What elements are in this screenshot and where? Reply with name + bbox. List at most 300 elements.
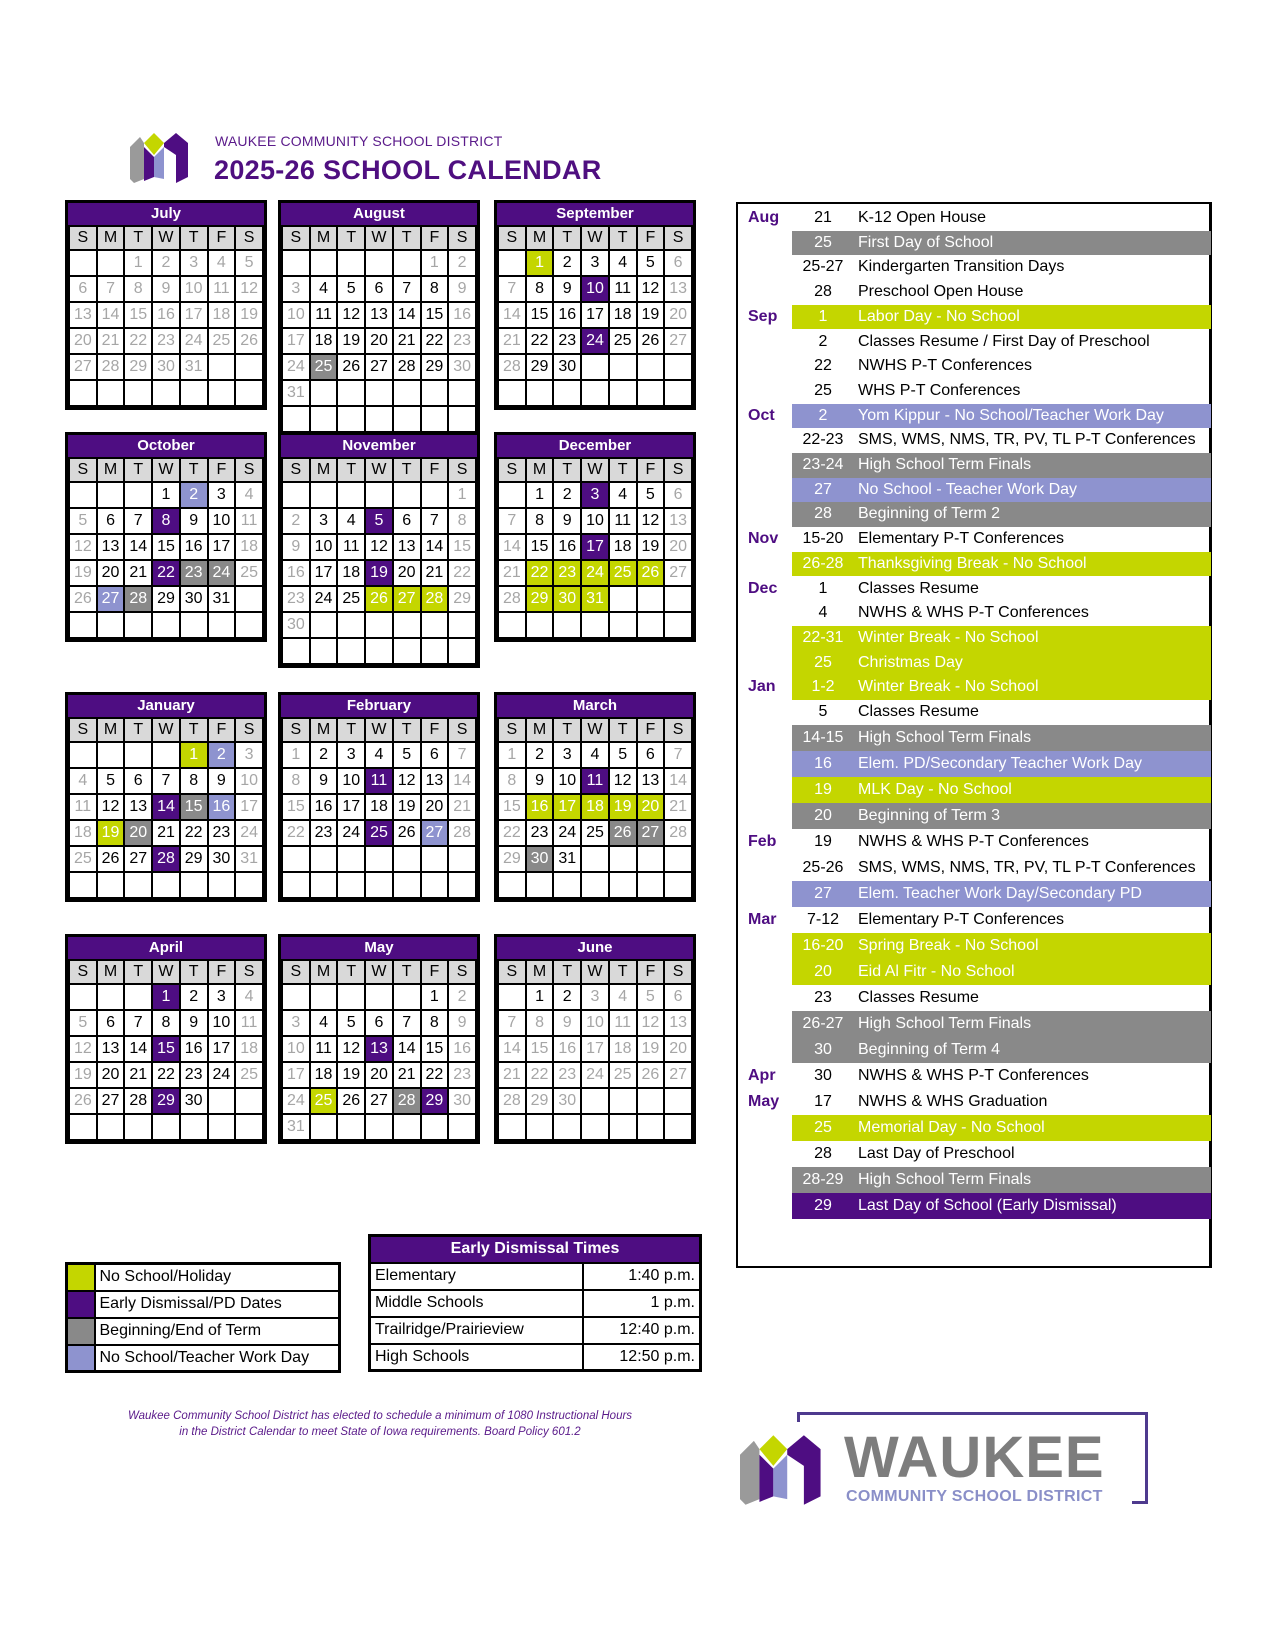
day-cell: 18 — [310, 328, 338, 354]
day-cell: 23 — [282, 586, 310, 612]
day-cell: 2 — [208, 742, 236, 768]
empty-cell — [365, 406, 393, 432]
event-date: 2 — [818, 332, 828, 350]
day-cell: 20 — [97, 560, 125, 586]
event-date: 27 — [814, 480, 832, 498]
event-description: NWHS & WHS P-T Conferences — [858, 1066, 1089, 1084]
event-date: 25 — [814, 1118, 832, 1136]
empty-cell — [310, 846, 338, 872]
day-cell: 19 — [97, 820, 125, 846]
legend-item — [67, 1345, 340, 1372]
day-cell: 7 — [124, 1010, 152, 1036]
weekday-header: W — [365, 718, 393, 742]
day-cell: 6 — [365, 276, 393, 302]
empty-cell — [208, 1088, 236, 1114]
day-cell: 8 — [448, 508, 476, 534]
event-description: High School Term Finals — [858, 456, 1032, 473]
day-cell: 10 — [581, 276, 609, 302]
day-cell: 24 — [282, 1088, 310, 1114]
day-cell: 1 — [448, 482, 476, 508]
school-name: High Schools — [370, 1344, 583, 1371]
day-cell: 13 — [97, 1036, 125, 1062]
empty-cell — [526, 872, 554, 898]
empty-cell — [208, 380, 236, 406]
event-description: NWHS & WHS P-T Conferences — [858, 604, 1089, 622]
day-cell: 24 — [310, 586, 338, 612]
empty-cell — [498, 250, 526, 276]
day-cell: 12 — [235, 276, 263, 302]
event-row — [738, 751, 1210, 777]
empty-cell — [97, 380, 125, 406]
day-cell: 20 — [664, 1036, 692, 1062]
event-description: Elem. Teacher Work Day/Secondary PD — [858, 884, 1142, 902]
day-cell: 1 — [526, 984, 554, 1010]
day-cell: 11 — [609, 1010, 637, 1036]
day-cell: 1 — [180, 742, 208, 768]
day-cell: 8 — [526, 508, 554, 534]
day-cell: 21 — [498, 1062, 526, 1088]
event-description: Classes Resume — [858, 703, 979, 720]
day-cell: 6 — [421, 742, 449, 768]
weekday-header: T — [609, 718, 637, 742]
weekday-header: T — [609, 458, 637, 482]
weekday-header: M — [310, 718, 338, 742]
empty-cell — [498, 984, 526, 1010]
day-cell: 21 — [498, 328, 526, 354]
day-cell: 16 — [553, 302, 581, 328]
empty-cell — [310, 612, 338, 638]
dismissal-time: 12:50 p.m. — [583, 1344, 701, 1371]
empty-cell — [448, 872, 476, 898]
event-date: 22 — [814, 357, 832, 375]
day-cell: 4 — [365, 742, 393, 768]
school-name: Middle Schools — [370, 1290, 583, 1317]
day-cell: 5 — [365, 508, 393, 534]
empty-cell — [310, 638, 338, 664]
day-cell: 4 — [235, 984, 263, 1010]
day-cell: 6 — [124, 768, 152, 794]
dismissal-time: 12:40 p.m. — [583, 1317, 701, 1344]
event-description: Memorial Day - No School — [858, 1118, 1045, 1136]
empty-cell — [337, 612, 365, 638]
day-cell: 4 — [609, 482, 637, 508]
day-cell: 11 — [581, 768, 609, 794]
logo-wordmark: WAUKEE — [844, 1425, 1105, 1490]
day-cell: 19 — [637, 1036, 665, 1062]
weekday-header: T — [609, 226, 637, 250]
day-cell: 16 — [208, 794, 236, 820]
empty-cell — [393, 846, 421, 872]
empty-cell — [498, 1114, 526, 1140]
day-cell: 25 — [609, 328, 637, 354]
event-date: 21 — [814, 209, 832, 226]
empty-cell — [553, 1114, 581, 1140]
empty-cell — [365, 250, 393, 276]
footnote-line-2: in the District Calendar to meet State of Iowa requirements. Board Policy 601.2 — [179, 1426, 581, 1438]
month-march — [494, 692, 696, 902]
empty-cell — [609, 586, 637, 612]
day-cell: 1 — [282, 742, 310, 768]
day-cell: 25 — [337, 586, 365, 612]
empty-cell — [609, 354, 637, 380]
event-date: 28 — [814, 283, 832, 301]
day-cell: 2 — [553, 984, 581, 1010]
empty-cell — [180, 1114, 208, 1140]
day-cell: 13 — [124, 794, 152, 820]
day-cell: 15 — [282, 794, 310, 820]
weekday-header: S — [282, 718, 310, 742]
weekday-header: S — [664, 960, 692, 984]
empty-cell — [208, 1114, 236, 1140]
day-cell: 1 — [421, 984, 449, 1010]
weekday-header: F — [208, 226, 236, 250]
weekday-header: W — [152, 718, 180, 742]
day-cell: 20 — [124, 820, 152, 846]
day-cell: 5 — [69, 508, 97, 534]
day-cell: 14 — [448, 768, 476, 794]
day-cell: 18 — [235, 1036, 263, 1062]
day-cell: 25 — [208, 328, 236, 354]
empty-cell — [310, 250, 338, 276]
day-cell: 23 — [208, 820, 236, 846]
day-cell: 14 — [152, 794, 180, 820]
empty-cell — [581, 380, 609, 406]
weekday-header: S — [498, 458, 526, 482]
weekday-header: T — [609, 960, 637, 984]
empty-cell — [337, 984, 365, 1010]
day-cell: 7 — [152, 768, 180, 794]
day-cell: 16 — [448, 1036, 476, 1062]
event-row — [738, 959, 1210, 985]
day-cell: 23 — [553, 560, 581, 586]
weekday-header: M — [97, 458, 125, 482]
weekday-header: F — [637, 718, 665, 742]
event-date: 19 — [814, 832, 832, 850]
day-cell: 22 — [526, 560, 554, 586]
day-cell: 19 — [337, 1062, 365, 1088]
empty-cell — [69, 250, 97, 276]
day-cell: 8 — [498, 768, 526, 794]
event-description: SMS, WMS, NMS, TR, PV, TL P-T Conferences — [858, 431, 1196, 449]
legend-item — [67, 1318, 340, 1345]
empty-cell — [180, 872, 208, 898]
empty-cell — [337, 250, 365, 276]
event-date: 20 — [814, 962, 832, 980]
month-title: April — [68, 937, 264, 959]
day-cell: 7 — [664, 742, 692, 768]
empty-cell — [337, 872, 365, 898]
weekday-header: S — [448, 226, 476, 250]
day-cell: 16 — [152, 302, 180, 328]
empty-cell — [97, 984, 125, 1010]
month-title: January — [68, 695, 264, 717]
day-cell: 12 — [337, 1036, 365, 1062]
day-cell: 1 — [152, 482, 180, 508]
weekday-header: S — [69, 960, 97, 984]
day-cell: 6 — [393, 508, 421, 534]
empty-cell — [152, 872, 180, 898]
empty-cell — [393, 482, 421, 508]
day-cell: 11 — [310, 1036, 338, 1062]
day-cell: 10 — [282, 1036, 310, 1062]
empty-cell — [180, 612, 208, 638]
day-cell: 29 — [448, 586, 476, 612]
day-cell: 20 — [393, 560, 421, 586]
day-cell: 5 — [235, 250, 263, 276]
day-cell: 25 — [310, 1088, 338, 1114]
event-row — [738, 404, 1210, 429]
empty-cell — [581, 1088, 609, 1114]
day-cell: 16 — [310, 794, 338, 820]
day-cell: 6 — [97, 1010, 125, 1036]
day-cell: 16 — [180, 1036, 208, 1062]
empty-cell — [637, 586, 665, 612]
day-cell: 10 — [337, 768, 365, 794]
day-cell: 2 — [180, 482, 208, 508]
day-cell: 29 — [526, 1088, 554, 1114]
day-cell: 25 — [609, 1062, 637, 1088]
event-description: NWHS & WHS Graduation — [858, 1092, 1048, 1110]
day-cell: 12 — [69, 534, 97, 560]
day-cell: 7 — [421, 508, 449, 534]
event-description: First Day of School — [858, 233, 994, 251]
empty-cell — [69, 380, 97, 406]
event-description: Yom Kippur - No School/Teacher Work Day — [858, 406, 1164, 424]
month-january — [65, 692, 267, 902]
empty-cell — [69, 984, 97, 1010]
empty-cell — [498, 380, 526, 406]
day-cell: 28 — [498, 586, 526, 612]
day-cell: 4 — [337, 508, 365, 534]
events-list — [736, 202, 1212, 1268]
event-description: Beginning of Term 2 — [858, 505, 1001, 523]
empty-cell — [310, 406, 338, 432]
weekday-header: W — [152, 226, 180, 250]
event-description: No School - Teacher Work Day — [858, 480, 1078, 498]
day-cell: 12 — [609, 768, 637, 794]
day-cell: 18 — [337, 560, 365, 586]
empty-cell — [208, 612, 236, 638]
day-cell: 24 — [208, 560, 236, 586]
dismissal-row — [370, 1263, 701, 1290]
empty-cell — [664, 354, 692, 380]
dismissal-row — [370, 1317, 701, 1344]
day-cell: 27 — [124, 846, 152, 872]
day-cell: 10 — [208, 1010, 236, 1036]
day-cell: 3 — [581, 482, 609, 508]
day-cell: 20 — [664, 534, 692, 560]
weekday-header: M — [310, 458, 338, 482]
empty-cell — [310, 1114, 338, 1140]
day-cell: 31 — [553, 846, 581, 872]
empty-cell — [393, 250, 421, 276]
day-cell: 10 — [282, 302, 310, 328]
month-may — [278, 934, 480, 1144]
day-cell: 7 — [393, 276, 421, 302]
event-row — [738, 1115, 1210, 1141]
event-row — [738, 829, 1210, 855]
day-cell: 9 — [208, 768, 236, 794]
weekday-header: M — [526, 960, 554, 984]
empty-cell — [310, 984, 338, 1010]
weekday-header: S — [69, 458, 97, 482]
empty-cell — [235, 380, 263, 406]
day-cell: 14 — [498, 302, 526, 328]
day-cell: 10 — [310, 534, 338, 560]
day-cell: 4 — [235, 482, 263, 508]
empty-cell — [637, 846, 665, 872]
empty-cell — [365, 482, 393, 508]
day-cell: 4 — [609, 984, 637, 1010]
empty-cell — [664, 1114, 692, 1140]
empty-cell — [282, 984, 310, 1010]
day-cell: 10 — [180, 276, 208, 302]
day-cell: 14 — [97, 302, 125, 328]
event-row — [738, 601, 1210, 626]
day-cell: 29 — [526, 586, 554, 612]
day-cell: 8 — [421, 1010, 449, 1036]
day-cell: 24 — [235, 820, 263, 846]
day-cell: 3 — [208, 984, 236, 1010]
event-highlight — [792, 577, 1211, 602]
weekday-header: T — [124, 458, 152, 482]
day-cell: 22 — [421, 328, 449, 354]
empty-cell — [581, 846, 609, 872]
weekday-header: T — [337, 718, 365, 742]
day-cell: 15 — [421, 302, 449, 328]
day-cell: 22 — [124, 328, 152, 354]
empty-cell — [664, 612, 692, 638]
day-cell: 17 — [581, 1036, 609, 1062]
day-cell: 11 — [609, 276, 637, 302]
event-description: Kindergarten Transition Days — [858, 258, 1065, 276]
event-date: 7-12 — [806, 910, 840, 928]
day-cell: 28 — [664, 820, 692, 846]
early-dismissal-table — [368, 1234, 702, 1372]
weekday-header: T — [393, 458, 421, 482]
empty-cell — [448, 846, 476, 872]
event-date: 17 — [814, 1092, 832, 1110]
day-cell: 29 — [526, 354, 554, 380]
event-date: 1 — [818, 579, 828, 597]
empty-cell — [393, 638, 421, 664]
weekday-header: M — [97, 226, 125, 250]
event-date: 4 — [818, 604, 828, 622]
empty-cell — [581, 354, 609, 380]
empty-cell — [637, 354, 665, 380]
day-cell: 19 — [69, 560, 97, 586]
event-row — [738, 1037, 1210, 1063]
day-cell: 13 — [97, 534, 125, 560]
day-cell: 8 — [526, 276, 554, 302]
day-cell: 28 — [498, 354, 526, 380]
day-cell: 21 — [664, 794, 692, 820]
day-cell: 23 — [180, 1062, 208, 1088]
day-cell: 13 — [365, 1036, 393, 1062]
event-date: 25 — [814, 381, 832, 399]
empty-cell — [365, 612, 393, 638]
day-cell: 24 — [208, 1062, 236, 1088]
event-row — [738, 330, 1210, 355]
empty-cell — [208, 354, 236, 380]
weekday-header: S — [282, 226, 310, 250]
event-description: NWHS P-T Conferences — [858, 357, 1032, 375]
day-cell: 15 — [448, 534, 476, 560]
day-cell: 21 — [124, 1062, 152, 1088]
day-cell: 17 — [310, 560, 338, 586]
day-cell: 2 — [180, 984, 208, 1010]
weekday-header: F — [421, 718, 449, 742]
empty-cell — [664, 586, 692, 612]
empty-cell — [421, 612, 449, 638]
dismissal-row — [370, 1344, 701, 1371]
day-cell: 28 — [498, 1088, 526, 1114]
day-cell: 21 — [97, 328, 125, 354]
day-cell: 21 — [498, 560, 526, 586]
weekday-header: S — [282, 960, 310, 984]
event-row — [738, 725, 1210, 751]
day-cell: 14 — [498, 1036, 526, 1062]
weekday-header: T — [180, 960, 208, 984]
weekday-header: S — [235, 718, 263, 742]
day-cell: 16 — [553, 534, 581, 560]
empty-cell — [152, 380, 180, 406]
day-cell: 29 — [180, 846, 208, 872]
weekday-header: T — [393, 960, 421, 984]
empty-cell — [637, 1114, 665, 1140]
empty-cell — [365, 1114, 393, 1140]
event-description: High School Term Finals — [858, 1014, 1032, 1032]
day-cell: 15 — [421, 1036, 449, 1062]
day-cell: 8 — [282, 768, 310, 794]
day-cell: 24 — [581, 1062, 609, 1088]
weekday-header: T — [553, 718, 581, 742]
empty-cell — [448, 380, 476, 406]
event-row — [738, 700, 1210, 725]
empty-cell — [337, 380, 365, 406]
event-description: Classes Resume / First Day of Preschool — [858, 332, 1150, 350]
day-cell: 8 — [526, 1010, 554, 1036]
empty-cell — [310, 482, 338, 508]
day-cell: 3 — [235, 742, 263, 768]
event-highlight — [792, 1037, 1211, 1063]
weekday-header: S — [664, 718, 692, 742]
day-cell: 1 — [498, 742, 526, 768]
day-cell: 16 — [180, 534, 208, 560]
day-cell: 16 — [526, 794, 554, 820]
day-cell: 18 — [609, 302, 637, 328]
dismissal-time: 1 p.m. — [583, 1290, 701, 1317]
weekday-header: F — [208, 458, 236, 482]
weekday-header: S — [69, 718, 97, 742]
waukee-mark-icon — [740, 1434, 840, 1506]
logo-subtitle: COMMUNITY SCHOOL DISTRICT — [846, 1488, 1103, 1505]
day-cell: 30 — [180, 586, 208, 612]
weekday-header: W — [152, 458, 180, 482]
day-cell: 29 — [152, 1088, 180, 1114]
legend-item — [67, 1291, 340, 1318]
empty-cell — [337, 638, 365, 664]
event-date: 25 — [814, 233, 832, 251]
day-cell: 10 — [581, 508, 609, 534]
day-cell: 4 — [310, 276, 338, 302]
day-cell: 13 — [393, 534, 421, 560]
empty-cell — [421, 1114, 449, 1140]
weekday-header: W — [581, 458, 609, 482]
event-row — [738, 206, 1210, 231]
day-cell: 6 — [97, 508, 125, 534]
day-cell: 25 — [609, 560, 637, 586]
